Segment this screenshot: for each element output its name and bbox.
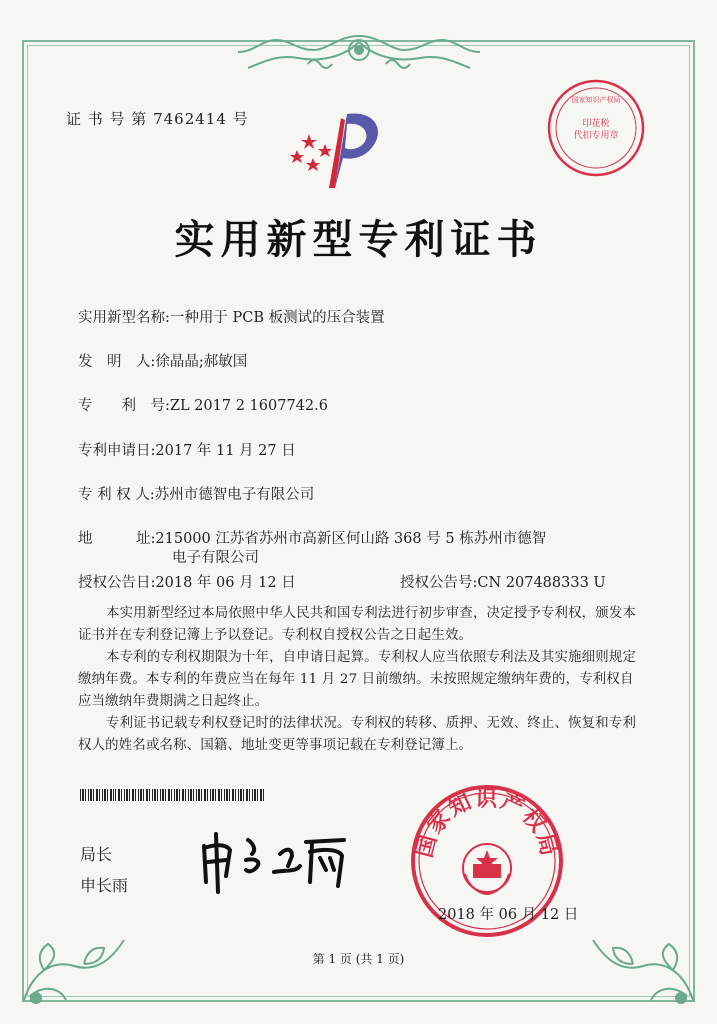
barcode: [80, 789, 264, 801]
patentee-row: [78, 483, 314, 504]
handwritten-signature: [196, 826, 356, 896]
bureau-title: 局长: [80, 845, 113, 864]
grant-date-row: [78, 571, 296, 592]
filing-date-row: [78, 439, 296, 460]
patent-number-row: [78, 394, 328, 415]
address-row: [78, 527, 546, 548]
svg-text:国家知识产权局: 国家知识产权局: [571, 96, 621, 104]
body-paragraph-2: 本专利的专利权期限为十年，自申请日起算。专利权人应当依照专利法及其实施细则规定缴纳年费。本专利的年费应当在每年 11 月 27 日前缴纳。未按照规定缴纳年费的，专利权自应当缴纳年费期满之日起终止。: [78, 650, 637, 709]
patent-number-label: 专 利 号:: [78, 398, 170, 414]
svg-text:代扣专用章: 代扣专用章: [573, 131, 619, 141]
address-line2: 电子有限公司: [172, 550, 259, 566]
grant-date-label: 授权公告日:: [78, 575, 156, 591]
svg-text:印花税: 印花税: [582, 119, 610, 129]
name-label: 实用新型名称:: [78, 310, 170, 326]
body-paragraph-3: 专利证书记载专利权登记时的法律状况。专利权的转移、质押、无效、终止、恢复和专利权人的姓名或名称、国籍、地址变更等事项记载在专利登记簿上。: [78, 716, 637, 753]
stamp-duty-seal: [544, 76, 648, 180]
body-paragraph-1: 本实用新型经过本局依照中华人民共和国专利法进行初步审查，决定授予专利权，颁发本证书并在专利登记簿上予以登记。专利权自授权公告之日起生效。: [78, 606, 637, 643]
patentee-label: 专 利 权 人:: [78, 487, 155, 503]
cert-number-suffix: 号: [232, 110, 249, 128]
certificate-title: 实用新型专利证书: [174, 216, 543, 263]
grant-date-value: 2018 年 06 月 12 日: [155, 575, 296, 591]
certificate-number: [66, 108, 249, 129]
address-row-continued: [172, 546, 259, 567]
filing-date-label: 专利申请日:: [78, 443, 156, 459]
patent-number-value: ZL 2017 2 1607742.6: [169, 398, 328, 414]
filing-date-value: 2017 年 11 月 27 日: [155, 443, 296, 459]
issue-date: 2018 年 06 月 12 日: [438, 907, 579, 923]
address-line1: 215000 江苏省苏州市高新区何山路 368 号 5 栋苏州市德智: [155, 531, 547, 547]
inventor-row: [78, 350, 247, 371]
name-value: 一种用于 PCB 板测试的压合装置: [169, 310, 385, 326]
grant-number-value: CN 207488333 U: [477, 575, 606, 591]
cert-number-value: 7462414: [153, 110, 227, 128]
inventor-label: 发 明 人:: [78, 354, 156, 370]
grant-number-row: [400, 571, 606, 592]
inventor-value: 徐晶晶;郝敏国: [155, 354, 248, 370]
svg-text:国家知识产权局: 国家知识产权局: [412, 787, 562, 861]
patent-office-logo: [285, 106, 395, 196]
grant-number-label: 授权公告号:: [400, 575, 478, 591]
cert-number-label: 证 书 号 第: [66, 110, 148, 128]
top-ornament: [218, 28, 500, 78]
utility-model-name-row: [78, 306, 385, 327]
address-label: 地 址:: [78, 531, 156, 547]
patentee-value: 苏州市德智电子有限公司: [154, 487, 315, 503]
page-number: 第 1 页 (共 1 页): [312, 952, 405, 966]
director-name: 申长雨: [80, 876, 129, 895]
